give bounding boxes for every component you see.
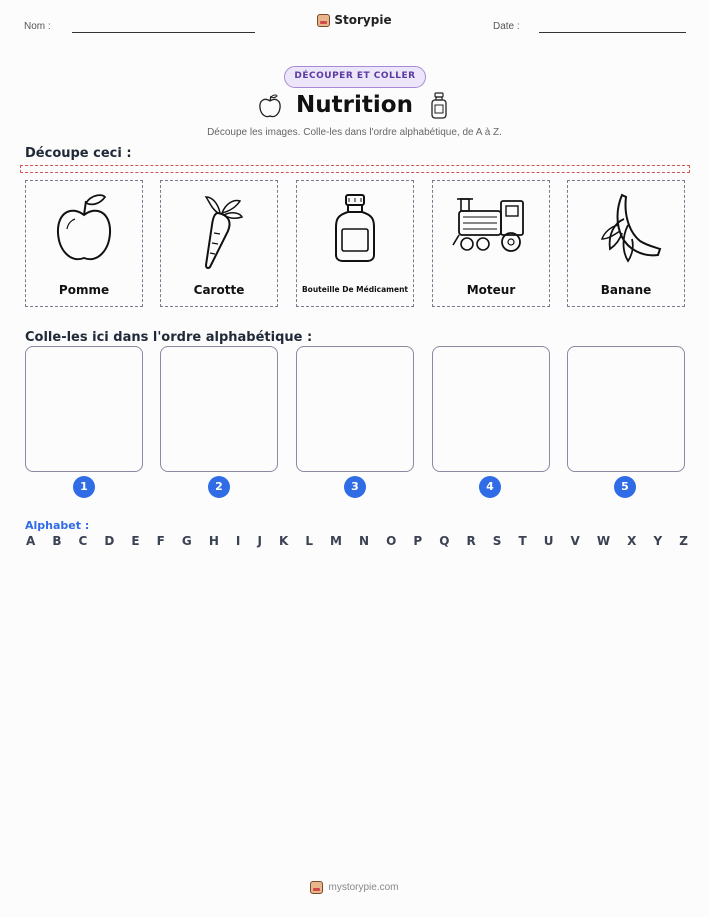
alphabet-letter: Z <box>679 534 688 548</box>
card-label: Banane <box>600 283 652 297</box>
apple-icon <box>49 189 119 269</box>
alphabet-letter: O <box>386 534 397 548</box>
medicine-bottle-icon <box>330 189 380 269</box>
page-title: Nutrition <box>296 92 413 118</box>
cut-heading: Découpe ceci : <box>25 146 132 161</box>
paste-heading: Colle-les ici dans l'ordre alphabétique : <box>25 330 313 345</box>
name-line[interactable] <box>72 32 255 33</box>
alphabet-letter: F <box>156 534 165 548</box>
alphabet-letter: I <box>235 534 241 548</box>
alphabet-letter: A <box>26 534 36 548</box>
cut-card-carotte[interactable] <box>160 180 278 307</box>
footer <box>0 881 709 894</box>
alphabet-letter: L <box>305 534 313 548</box>
alphabet-letter: D <box>104 534 115 548</box>
number-badge-4: 4 <box>479 476 501 498</box>
alphabet-letter: Q <box>439 534 450 548</box>
alphabet-letter: N <box>359 534 370 548</box>
brand <box>0 13 709 27</box>
alphabet-letter: S <box>492 534 502 548</box>
name-label: Nom : <box>24 21 51 32</box>
activity-badge: DÉCOUPER ET COLLER <box>284 66 426 88</box>
date-line[interactable] <box>539 32 686 33</box>
brand-name: Storypie <box>334 13 392 27</box>
alphabet-letter: P <box>413 534 423 548</box>
instructions: Découpe les images. Colle-les dans l'ordre alphabétique, de A à Z. <box>207 127 502 138</box>
cut-card-pomme[interactable] <box>25 180 143 307</box>
card-label: Carotte <box>193 283 245 297</box>
alphabet-letter: H <box>208 534 219 548</box>
cut-card-bouteille[interactable] <box>296 180 414 307</box>
alphabet-letter: T <box>518 534 527 548</box>
number-badge-5: 5 <box>614 476 636 498</box>
number-badge-1: 1 <box>73 476 95 498</box>
paste-box-3[interactable] <box>296 346 414 472</box>
cut-card-moteur[interactable] <box>432 180 550 307</box>
alphabet-letter: M <box>330 534 342 548</box>
card-label: Moteur <box>466 283 516 297</box>
paste-box-5[interactable] <box>567 346 685 472</box>
card-label: Bouteille De Médicament <box>301 285 409 294</box>
date-label: Date : <box>493 21 520 32</box>
carrot-icon <box>184 189 254 269</box>
number-badge-3: 3 <box>344 476 366 498</box>
storypie-logo-icon <box>310 881 323 894</box>
alphabet-letter: R <box>466 534 476 548</box>
alphabet-letter: G <box>181 534 192 548</box>
alphabet-letter: U <box>543 534 554 548</box>
alphabet-letter: Y <box>653 534 663 548</box>
alphabet-letter: E <box>131 534 140 548</box>
alphabet-letter: X <box>627 534 637 548</box>
train-engine-icon <box>451 189 531 265</box>
card-label: Pomme <box>58 283 110 297</box>
medicine-bottle-title-icon <box>430 92 448 120</box>
alphabet-heading: Alphabet : <box>25 519 90 532</box>
cut-card-banane[interactable] <box>567 180 685 307</box>
cut-line <box>20 165 690 173</box>
paste-box-2[interactable] <box>160 346 278 472</box>
alphabet-letter: C <box>78 534 88 548</box>
number-badge-2: 2 <box>208 476 230 498</box>
alphabet-letter: W <box>596 534 611 548</box>
alphabet-letter: J <box>257 534 262 548</box>
storypie-logo-icon <box>317 14 330 27</box>
alphabet-row <box>26 534 688 548</box>
banana-icon <box>588 189 664 267</box>
paste-box-1[interactable] <box>25 346 143 472</box>
footer-url[interactable]: mystorypie.com <box>328 882 399 893</box>
paste-box-4[interactable] <box>432 346 550 472</box>
alphabet-letter: B <box>52 534 62 548</box>
alphabet-letter: V <box>570 534 580 548</box>
alphabet-letter: K <box>278 534 289 548</box>
